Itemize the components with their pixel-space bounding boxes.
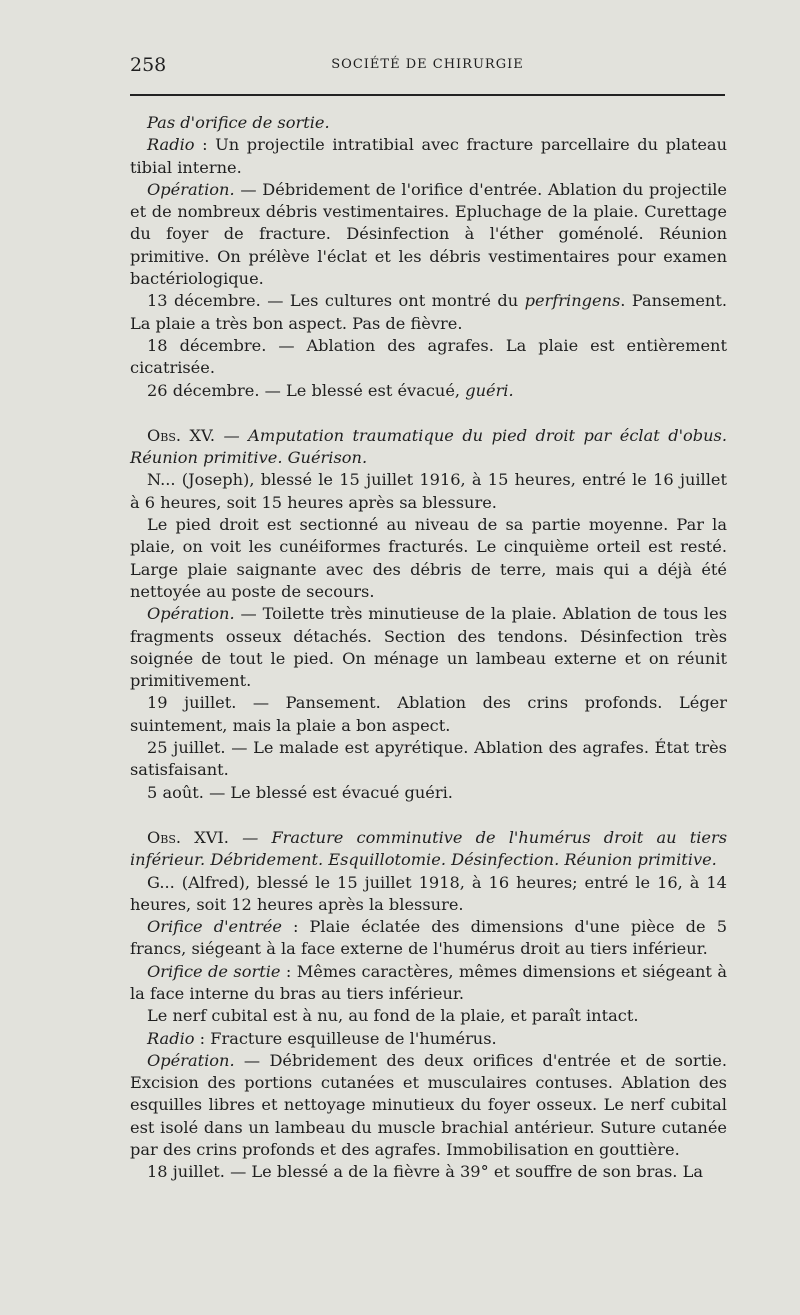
running-title: SOCIÉTÉ DE CHIRURGIE [331, 57, 524, 72]
paragraph: 18 juillet. — Le blessé a de la fièvre à 39° et souffre de son bras. La [147, 1162, 703, 1182]
paragraph: 13 décembre. — Les cultures ont montré du perfringens. Pansement. La plaie a très bon aspect. Pas de fièvre. [130, 291, 727, 333]
paragraph [130, 112, 727, 134]
section-gap [130, 804, 727, 827]
paragraph: Opération. — Débridement des deux orifices d'entrée et de sortie. Excision des portions cutanées et musculaires contuses. Ablation des esquilles libres et nettoyage minutieux du foyer osseux. Le nerf cubital est isolé dans un lambeau du muscle brachial antérieur. Suture cutanée par des crins profonds et des agrafes. Immobilisation en gouttière. [130, 1050, 727, 1160]
paragraph: Le nerf cubital est à nu, au fond de la plaie, et paraît intact. [147, 1006, 639, 1026]
observation-heading: Obs. XV. — Amputation traumatique du pied droit par éclat d'obus. Réunion primitive. Guérison. [130, 425, 728, 468]
paragraph: Opération. — Toilette très minutieuse de la plaie. Ablation de tous les fragments osseux détachés. Section des tendons. Désinfection très soignée de tout le pied. On ménage un lambeau externe et on réunit primitivement. [130, 604, 727, 691]
paragraph: 5 août. — Le blessé est évacué guéri. [147, 782, 453, 802]
paragraph: Orifice d'entrée : Plaie éclatée des dimensions d'une pièce de 5 francs, siégeant à la face externe de l'humérus droit au tiers inférieur. [130, 917, 727, 959]
paragraph: 25 juillet. — Le malade est apyrétique. Ablation des agrafes. État très satisfaisant. [130, 738, 727, 780]
section-gap [130, 402, 727, 425]
paragraph: 26 décembre. — Le blessé est évacué, guéri. [147, 380, 514, 400]
paragraph: Radio : Fracture esquilleuse de l'humérus. [147, 1028, 497, 1048]
page-header [130, 54, 725, 78]
paragraph: Orifice de sortie : Mêmes caractères, mêmes dimensions et siégeant à la face interne du bras au tiers inférieur. [130, 961, 727, 1003]
no-exit-line: Pas d'orifice de sortie. [147, 113, 330, 132]
paragraph: Radio : Un projectile intratibial avec fracture parcellaire du plateau tibial interne. [130, 135, 727, 177]
paragraph: Le pied droit est sectionné au niveau de sa partie moyenne. Par la plaie, on voit les cunéiformes fracturés. Le cinquième orteil est resté. Large plaie saignante avec des débris de terre, mais qui a déjà été nettoyée au poste de secours. [130, 515, 727, 601]
paragraph: 18 décembre. — Ablation des agrafes. La plaie est entièrement cicatrisée. [130, 335, 727, 378]
paragraph: 19 juillet. — Pansement. Ablation des crins profonds. Léger suintement, mais la plaie a bon aspect. [130, 693, 728, 735]
header-rule [130, 94, 725, 96]
paragraph: G... (Alfred), blessé le 15 juillet 1918, à 16 heures; entré le 16, à 14 heures, soit 12 heures après la blessure. [130, 872, 727, 914]
observation-heading: Obs. XVI. — Fracture comminutive de l'humérus droit au tiers inférieur. Débridement. Esquillotomie. Désinfection. Réunion primitive. [130, 827, 728, 870]
page-number: 258 [130, 54, 167, 76]
paragraph: N... (Joseph), blessé le 15 juillet 1916, à 15 heures, entré le 16 juillet à 6 heures, soit 15 heures après sa blessure. [130, 470, 727, 512]
paragraph: Opération. — Débridement de l'orifice d'entrée. Ablation du projectile et de nombreux débris vestimentaires. Epluchage de la plaie. Curettage du foyer de fracture. Désinfection à l'éther goménolé. Réunion primitive. On prélève l'éclat et les débris vestimentaires pour examen bactériologique. [130, 179, 727, 289]
body-text [130, 112, 727, 1184]
